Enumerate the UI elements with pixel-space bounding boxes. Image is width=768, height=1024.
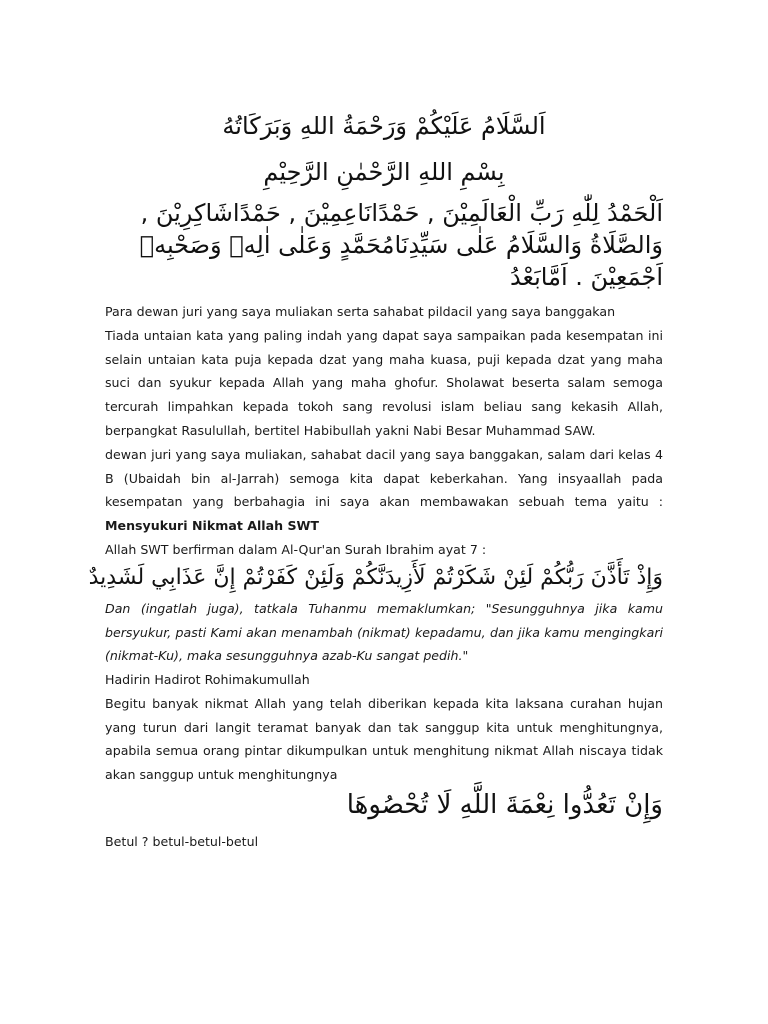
paragraph-greeting: Para dewan juri yang saya muliakan serta sahabat pildacil yang saya banggakan <box>105 304 616 319</box>
paragraph-blessings: Begitu banyak nikmat Allah yang telah diberikan kepada kita laksana curahan hujan yang turun dari langit teramat banyak dan tak sanggup kita untuk menghitungnya, apabila semua orang pintar dikumpulkan untuk menghitung nikmat Allah niscaya tidak akan sanggup untuk menghitungnya <box>105 696 663 783</box>
arabic-salam: اَلسَّلَامُ عَلَيْكُمْ وَرَحْمَةُ اللهِ وَبَرَكَاتُهُ <box>222 112 546 140</box>
paragraph-audience: Hadirin Hadirot Rohimakumullah <box>105 672 310 687</box>
verse-translation: Dan (ingatlah juga), tatkala Tuhanmu memaklumkan; "Sesungguhnya jika kamu bersyukur, pasti Kami akan menambah (nikmat) kepadamu, dan jika kamu mengingkari (nikmat-Ku), maka sesungguhnya azab-Ku sangat pedih." <box>105 601 663 664</box>
arabic-ayat-ibrahim-7: وَإِذْ تَأَذَّنَ رَبُّكُمْ لَئِنْ شَكَرْتُمْ لَأَزِيدَنَّكُمْ وَلَئِنْ كَفَرْتُمْ إِنَّ عَذَابِي لَشَدِيدٌ <box>88 565 663 590</box>
theme-title: Mensyukuri Nikmat Allah SWT <box>105 518 320 534</box>
arabic-hamdalah-line-1: اَلْحَمْدُ لِلّٰهِ رَبِّ الْعَالَمِيْنَ , حَمْدًانَاعِمِيْنَ , حَمْدًاشَاكِرِيْنَ , <box>140 199 663 227</box>
paragraph-theme-intro-text: dewan juri yang saya muliakan, sahabat dacil yang saya banggakan, salam dari kelas 4 B (Ubaidah bin al-Jarrah) semoga kita dapat keberkahan. Yang insyaallah pada kesempatan yang berbahagia ini saya akan membawakan sebuah tema yaitu : <box>105 447 663 510</box>
paragraph-verse-intro: Allah SWT berfirman dalam Al-Qur'an Surah Ibrahim ayat 7 : <box>105 542 487 557</box>
paragraph-closing: Betul ? betul-betul-betul <box>105 834 259 849</box>
arabic-basmalah: بِسْمِ اللهِ الرَّحْمٰنِ الرَّحِيْمِ <box>263 158 505 186</box>
arabic-ayat-nikmat: وَإِنْ تَعُدُّوا نِعْمَةَ اللَّهِ لَا تُحْصُوهَا <box>346 790 663 820</box>
paragraph-opening: Tiada untaian kata yang paling indah yang dapat saya sampaikan pada kesempatan ini selain untaian kata puja kepada dzat yang maha kuasa, puji kepada dzat yang maha suci dan syukur kepada Allah yang maha ghofur. Sholawat beserta salam semoga tercurah limpahkan kepada tokoh sang revolusi islam beliau sang kekasih Allah, berpangkat Rasulullah, bertitel Habibullah yakni Nabi Besar Muhammad SAW. <box>105 328 663 438</box>
arabic-hamdalah-line-3: اَجْمَعِيْنَ . اَمَّابَعْدُ <box>509 263 663 291</box>
arabic-hamdalah-line-2: وَالصَّلَاةُ وَالسَّلَامُ عَلٰى سَيِّدِنَامُحَمَّدٍ وَعَلٰى اٰلِهٖ وَصَحْبِهٖ <box>139 231 663 259</box>
paragraph-theme-intro <box>105 443 663 538</box>
